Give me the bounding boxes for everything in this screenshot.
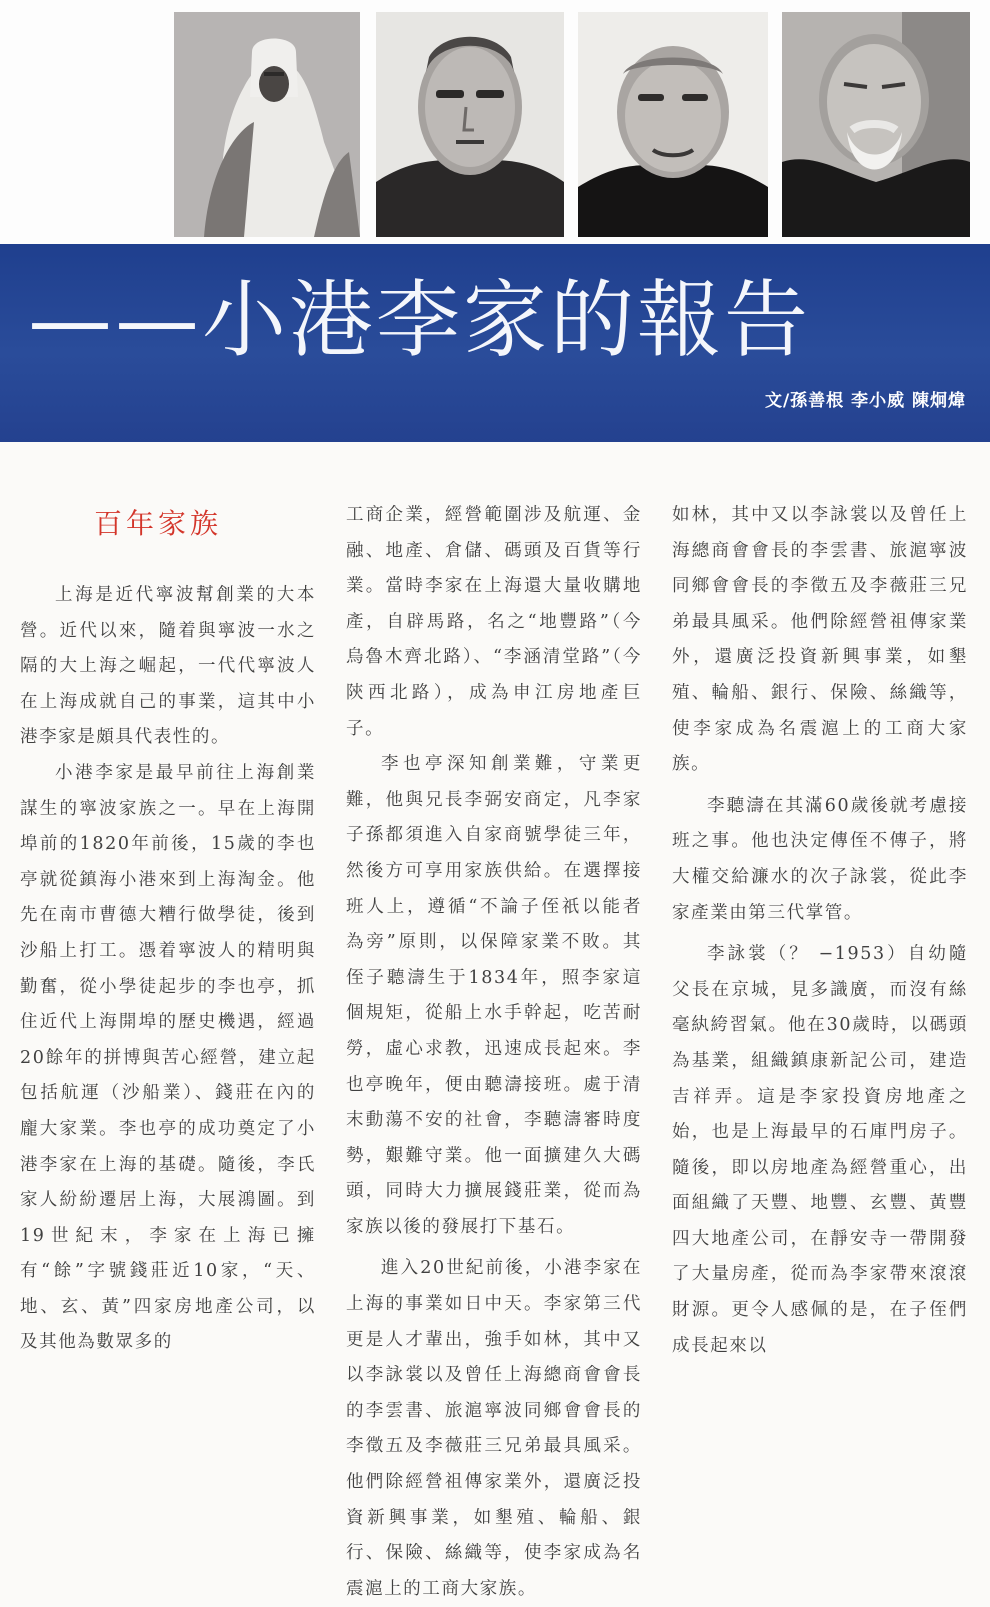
- text-column-3: [672, 498, 968, 1401]
- text-column-1: [20, 498, 316, 1353]
- paragraph-6: 李聽濤在其滿60歲後就考慮接班之事。他也決定傳侄不傳子，將大權交給濂水的次子詠裳，從此李家產業由第三代掌管。: [672, 795, 968, 923]
- portrait-photo-4: [782, 12, 970, 237]
- photo-strip: [0, 0, 990, 244]
- paragraph-7: 李詠裳（？ −1953）自幼隨父長在京城，見多識廣，而沒有絲毫紈絝習氣。他在30歲時，以碼頭為基業，組織鎮康新記公司，建造吉祥弄。這是李家投資房地產之始，也是上海最早的石庫門房子。隨後，即以房地產為經營重心，出面組織了天豐、地豐、玄豐、黃豐四大地產公司，在靜安寺一帶開發了大量房產，從而為李家帶來滾滾財源。更令人感佩的是，在子侄們成長起來以: [672, 944, 968, 1356]
- paragraph-3: 工商企業，經營範圍涉及航運、金融、地產、倉儲、碼頭及百貨等行業。當時李家在上海還大量收購地產，自辟馬路，名之“地豐路”（今烏魯木齊北路）、“李涵清堂路”（今陝西北路），成為申江房地產巨子。: [346, 505, 642, 739]
- portrait-photo-2: [376, 12, 564, 237]
- portrait-photo-icon: [782, 12, 970, 237]
- article-title: ——小港李家的報告: [28, 271, 812, 369]
- portrait-photo-3: [578, 12, 768, 237]
- author-byline: 文/孫善根 李小威 陳炯煒: [764, 391, 966, 411]
- paragraph-4: 李也亭深知創業難，守業更難，他與兄長李弼安商定，凡李家子孫都須進入自家商號學徒三年，然後方可享用家族供給。在選擇接班人上，遵循“不論子侄祇以能者為旁”原則，以保障家業不敗。其侄子聽濤生于1834年，照李家這個規矩，從船上水手幹起，吃苦耐勞，虛心求教，迅速成長起來。李也亭晚年，便由聽濤接班。處于清末動蕩不安的社會，李聽濤審時度勢，艱難守業。他一面擴建久大碼頭，同時大力擴展錢莊業，從而為家族以後的發展打下基石。: [346, 754, 642, 1237]
- section-title: 百年家族: [94, 507, 223, 540]
- portrait-photo-icon: [174, 12, 360, 237]
- portrait-photo-1: [174, 12, 360, 237]
- paragraph-1: 上海是近代寧波幫創業的大本營。近代以來，隨着與寧波一水之隔的大上海之崛起，一代代寧波人在上海成就自己的事業，這其中小港李家是頗具代表性的。: [20, 585, 316, 748]
- portrait-photo-icon: [376, 12, 564, 237]
- paragraph-5-end: 如林，其中又以李詠裳以及曾任上海總商會會長的李雲書、旅滬寧波同鄉會會長的李徵五及李薇莊三兄弟最具風采。他們除經營祖傳家業外，還廣泛投資新興事業，如墾殖、輪船、銀行、保險、絲織等，使李家成為名震滬上的工商大家族。: [672, 505, 968, 775]
- portrait-photo-icon: [578, 12, 768, 237]
- paragraph-2: 小港李家是最早前往上海創業謀生的寧波家族之一。早在上海開埠前的1820年前後，15歲的李也亭就從鎮海小港來到上海淘金。他先在南市曹德大糟行做學徒，後到沙船上打工。憑着寧波人的精明與勤奮，從小學徒起步的李也亭，抓住近代上海開埠的歷史機遇，經過20餘年的拼博與苦心經營，建立起包括航運（沙船業）、錢莊在內的龐大家業。李也亭的成功奠定了小港李家在上海的基礎。隨後，李氏家人紛紛遷居上海，大展鴻圖。到19世紀末，李家在上海已擁有“餘”字號錢莊近10家，“天、地、玄、黃”四家房地產公司，以及其他為數眾多的: [20, 762, 316, 1353]
- text-column-2: [346, 498, 642, 1599]
- paragraph-5-start: 進入20世紀前後，小港李家在上海的事業如日中天。李家第三代更是人才輩出，強手如林，其中又以李詠裳以及曾任上海總商會會長的李雲書、旅滬寧波同鄉會會長的李徵五及李薇莊三兄弟最具風采。他們除經營祖傳家業外，還廣泛投資新興事業，如墾殖、輪船、銀行、保險、絲織等，使李家成為名震滬上的工商大家族。: [346, 1258, 642, 1599]
